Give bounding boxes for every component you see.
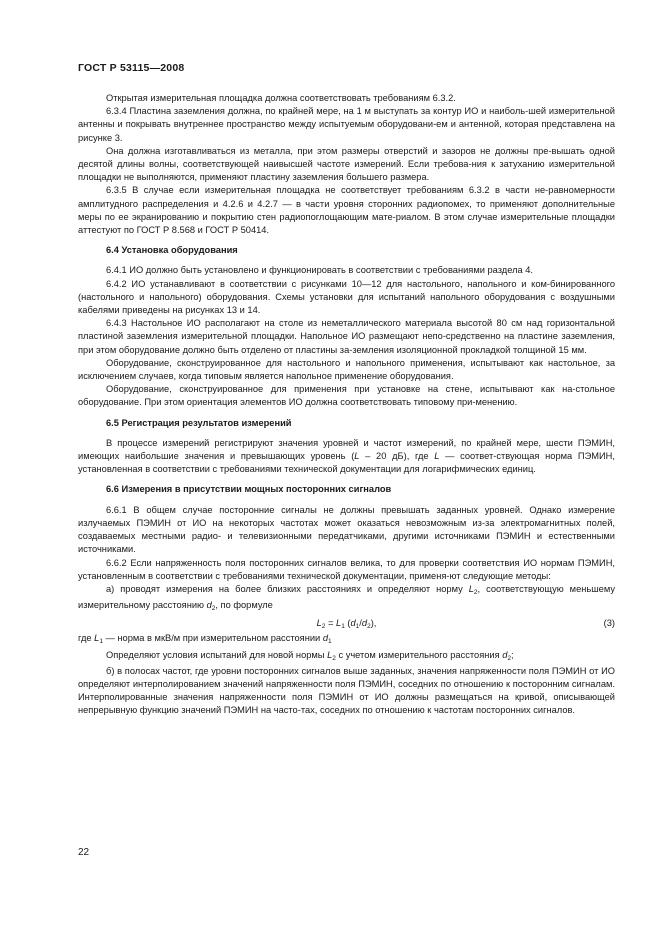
page-number: 22 — [78, 847, 90, 858]
paragraph-6-3-4-continued: Она должна изготавливаться из металла, при этом размеры отверстий и зазоров не должны пре-вышать одной десятой длины волны, соответствующей наивысшей частоте измерений. Если требова-ния к затуханию измерительной площадки не выполняются, применяют пластину заземления большего размера. — [78, 145, 615, 183]
paragraph-define: Определяют условия испытаний для новой нормы $L_2$ с учетом измерительного расстояния $d_2$; — [106, 649, 514, 662]
document-header: ГОСТ Р 53115—2008 — [78, 62, 185, 74]
section-heading-6-5: 6.5 Регистрация результатов измерений — [106, 417, 292, 428]
paragraph-6-3-5: 6.3.5 В случае если измерительная площадка не соответствует требованиям 6.3.2 в части не-равномерности амплитудного распределения и 4.2.6 и 4.2.7 — в части уровня сторонних радиопомех, то применяют дополнительные меры по ее экранированию и покрытию стен радиопоглощающим мате-риалом. В этом случае измерительные площадки аттестуют по ГОСТ Р 8.568 и ГОСТ Р 50414. — [78, 185, 615, 236]
paragraph-where: где $L_1$ — норма в мкВ/м при измерительном расстоянии $d_1$ — [78, 633, 332, 646]
formula-number: (3) — [603, 618, 615, 629]
paragraph-6-3-4: 6.3.4 Пластина заземления должна, по крайней мере, на 1 м выступать за контур ИО и наиболь-шей измерительной антенны и покрывать внутреннее пространство между испытуемым оборудовани-ем и антенной, которая представлена на рисунке 3. — [78, 106, 615, 143]
paragraph-6-4-3-b: Оборудование, сконструированное для настольного и напольного применения, испытывают как настольное, за исключением случаев, когда типовым является напольное применение оборудования. — [78, 357, 615, 382]
paragraph-intro: Открытая измерительная площадка должна соответствовать требованиям 6.3.2. — [106, 93, 456, 103]
formula-3 — [78, 617, 615, 632]
formula-expression: $L_2 = L_1$ $(d_1/d_2)$, — [316, 618, 377, 631]
section-heading-6-4: 6.4 Установка оборудования — [106, 245, 238, 256]
paragraph-method-a: а) проводят измерения на более близких расстояниях и определяют норму $L_2$, соответствующую меньшему измерительному расстоянию $d_2$, по формуле — [78, 583, 615, 613]
paragraph-6-4-3: 6.4.3 Настольное ИО располагают на столе из неметаллического материала высотой 80 см над горизонтальной пластиной заземления измерительной площадки. Напольное ИО размещают непо-средственно на пластине заземления, при этом оборудование должно быть отделено от пластины за-земления изоляционной прокладкой толщиной 15 мм. — [78, 318, 615, 355]
paragraph-6-4-2: 6.4.2 ИО устанавливают в соответствии с рисунками 10—12 для настольного, напольного и ком-бинированного (настольного и напольного) оборудования. Схемы установки для испытаний напольного оборудования с воздушными кабелями приведены на рисунках 13 и 14. — [78, 278, 615, 316]
paragraph-6-6-1: 6.6.1 В общем случае посторонние сигналы не должны превышать заданных уровней. Однако измерение излучаемых ПЭМИН от ИО на некоторых частотах может оказаться невозможным из-за электромагнитных полей, создаваемых местными радио- и телевизионными передатчиками, другими источниками ПЭМИН и естественными источниками. — [78, 504, 615, 555]
paragraph-6-6-2: 6.6.2 Если напряженность поля посторонних сигналов велика, то для проверки соответствия ИО нормам ПЭМИН, установленным в соответствии с требованиями технической документации, применя-ют следующие методы: — [78, 557, 615, 581]
paragraph-6-4-1: 6.4.1 ИО должно быть установлено и функционировать в соответствии с требованиями раздела 4. — [106, 265, 534, 276]
paragraph-6-4-3-c: Оборудование, сконструированное для применения при установке на стене, испытывают как на-стольное оборудование. При этом ориентация элементов ИО должна соответствовать типовому при-менению. — [78, 384, 615, 408]
document-body — [78, 92, 615, 718]
paragraph-method-b: б) в полосах частот, где уровни посторонних сигналов выше заданных, значения напряженности поля ПЭМИН от ИО определяют интерполированием значений напряженности поля ПЭМИН, соседних по отношению к посторонним сигналам. Интерполированные значения напряженности поля ПЭМИН от ИО должны размещаться на кривой, описывающей непрерывную функцию значений ПЭМИН на часто-тах, соседних по отношению к частотам посторонних сигналов. — [78, 665, 615, 716]
paragraph-6-5: В процессе измерений регистрируют значения уровней и частот измерений, по крайней мере, шести ПЭМИН, имеющих наибольшие значения и превышающих уровень (L – 20 дБ), где L — соответ-ствующая норма ПЭМИН, установленная в соответствии с требованиями технической документации для логарифмических единиц. — [78, 437, 615, 475]
section-heading-6-6: 6.6 Измерения в присутствии мощных посторонних сигналов — [106, 484, 392, 495]
